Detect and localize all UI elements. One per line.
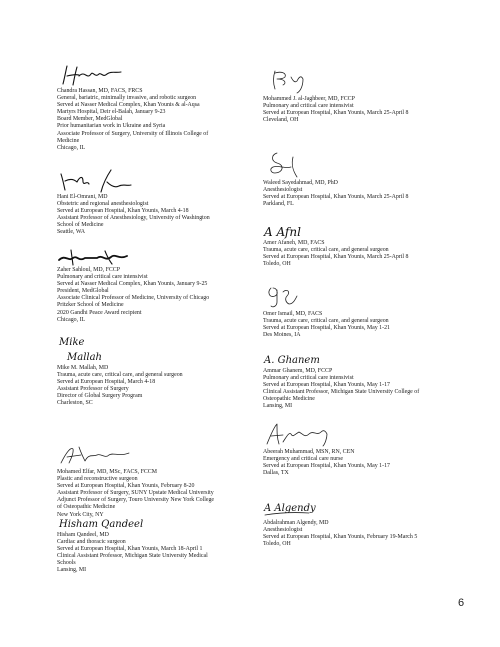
signatory-detail-line: School of Medicine	[57, 222, 104, 229]
signatory-name: Zaher Sahloul, MD, FCCP	[57, 267, 120, 273]
signature-image	[57, 333, 279, 365]
signatory-detail-line: Martyrs Hospital, Deir el-Balah, January 9-23	[57, 109, 166, 116]
signatory-location: Chicago, IL	[57, 316, 86, 323]
signatory-entry	[57, 64, 279, 152]
signatory-location: Toledo, OH	[263, 261, 291, 268]
signatory-location: Parkland, FL	[263, 201, 294, 208]
signatory-entry	[57, 443, 279, 519]
signatory-location: Des Moines, IA	[263, 332, 301, 339]
signature-image	[263, 496, 485, 520]
signatory-details	[263, 311, 485, 339]
signature-image	[263, 282, 485, 311]
signatory-detail-line: Assistant Professor of Anesthesiology, University of Washington	[57, 215, 210, 222]
signatory-detail-line: Assistant Professor of Surgery, SUNY Upstate Medical University	[57, 490, 214, 497]
signatory-specialty: General, bariatric, minimally invasive, and robotic surgeon	[57, 95, 197, 102]
signatory-location: Toledo, OH	[263, 541, 291, 548]
signatory-specialty: Trauma, acute care, critical care, and general surgeon	[263, 247, 389, 254]
signature-image	[57, 248, 279, 267]
signatory-detail-line: of Osteopathic Medicine	[57, 504, 116, 511]
signatory-name: Amer Afaneh, MD, FACS	[263, 240, 325, 246]
signatory-detail-line: 2020 Gandhi Peace Award recipient	[57, 309, 142, 316]
signature-image	[263, 351, 485, 368]
signatory-detail-line: President, MedGlobal	[57, 288, 109, 295]
signatory-details	[263, 368, 485, 411]
signatory-details	[57, 88, 279, 152]
signatory-name: Omer Ismail, MD, FACS	[263, 311, 323, 317]
signatory-location: Seattle, WA	[57, 229, 86, 236]
signatory-name: Chandra Hassan, MD, FACS, FRCS	[57, 88, 143, 94]
signatory-specialty: Cardiac and thoracic surgeon	[57, 539, 126, 546]
signature-image	[263, 67, 485, 96]
signature-image	[263, 422, 485, 449]
signatory-entry	[263, 351, 485, 411]
signatory-name: Abeerah Muhammad, MSN, RN, CEN	[263, 449, 355, 455]
signatory-specialty: Trauma, acute care, critical care, and general surgeon	[57, 372, 183, 379]
signatory-detail-line: Associate Professor of Surgery, University of Illinois College of	[57, 130, 209, 137]
svg-text:Mike: Mike	[59, 337, 85, 348]
signatory-detail-line: Assistant Professor of Surgery	[57, 386, 129, 393]
svg-text:A Algendy: A Algendy	[264, 503, 316, 514]
signatory-detail-line: Medicine	[57, 137, 80, 144]
signatory-details	[57, 469, 279, 519]
signatory-service: Served at European Hospital, Khan Younis, February 8-20	[57, 483, 195, 490]
signatory-location: Cleveland, OH	[263, 117, 299, 124]
signatory-details	[57, 365, 279, 408]
svg-text:A. Ghanem: A. Ghanem	[264, 355, 320, 366]
svg-text:Mallah: Mallah	[67, 352, 102, 363]
signatory-specialty: Pulmonary and critical care intensivist	[263, 103, 354, 110]
signatory-entry	[57, 333, 279, 408]
signatory-detail-line: Board Member, MedGlobal	[57, 116, 123, 123]
svg-text:A Afnl: A Afnl	[264, 225, 301, 239]
signatory-service: Served at European Hospital, Khan Younis, March 25-April 8	[263, 254, 409, 261]
signatory-entry	[57, 515, 279, 575]
signatory-detail-line: Adjunct Professor of Surgery, Touro University New York College	[57, 497, 215, 504]
signatory-detail-line: Associate Clinical Professor of Medicine, University of Chicago	[57, 295, 210, 302]
signature-image	[57, 64, 279, 88]
signatory-name: Hisham Qandeel, MD	[57, 532, 109, 538]
signatory-detail-line: Pritzker School of Medicine	[57, 302, 124, 309]
signatory-entry	[263, 222, 485, 268]
signatory-service: Served at European Hospital, March 4-18	[57, 379, 156, 386]
signatory-specialty: Pulmonary and critical care intensivist	[263, 375, 354, 382]
signatory-location: Chicago, IL	[57, 144, 86, 151]
signatory-entry	[263, 67, 485, 124]
signatory-specialty: Anesthesiologist	[263, 527, 303, 534]
signatory-service: Served at Nasser Medical Complex, Khan Younis & al-Aqsa	[57, 102, 200, 109]
signatory-specialty: Pulmonary and critical care intensivist	[57, 274, 148, 281]
signatory-location: Lansing, MI	[57, 567, 87, 574]
signatory-entry	[263, 151, 485, 208]
signatory-specialty: Emergency and critical care nurse	[263, 456, 344, 463]
signatory-specialty: Trauma, acute care, critical care, and general surgeon	[263, 318, 389, 325]
signatory-location: Charleston, SC	[57, 400, 93, 407]
page-number: 6	[458, 597, 465, 609]
signatory-details	[57, 194, 279, 237]
signatory-name: Waleed Sayedahmad, MD, PhD	[263, 180, 338, 186]
signature-image	[57, 168, 279, 194]
signatory-details	[263, 180, 485, 208]
signatory-name: Mohammed J. al-Jaghbeer, MD, FCCP	[263, 96, 355, 102]
signatory-name: Mohamed Elfar, MD, MSc, FACS, FCCM	[57, 469, 157, 475]
signatory-specialty: Obstetric and regional anesthesiologist	[57, 201, 149, 208]
signatory-name: Mike M. Mallah, MD	[57, 365, 109, 371]
signature-image	[57, 515, 279, 532]
signatory-entry	[263, 422, 485, 477]
signatory-name: Hani El-Omrani, MD	[57, 194, 108, 200]
signatory-detail-line: Prior humanitarian work in Ukraine and Syria	[57, 123, 166, 130]
signatory-service: Served at European Hospital, Khan Younis, May 1-17	[263, 382, 390, 389]
signature-image	[57, 443, 279, 469]
signatory-service: Served at European Hospital, Khan Younis, March 4-18	[57, 208, 189, 215]
signatory-name: Abdalrahman Algendy, MD	[263, 520, 329, 526]
signature-image	[263, 151, 485, 180]
signatory-entry	[263, 282, 485, 339]
signatory-entry	[57, 168, 279, 237]
signatory-name: Ammar Ghanem, MD, FCCP	[263, 368, 333, 374]
signatory-details	[263, 96, 485, 124]
signatory-service: Served at European Hospital, Khan Younis, May 1-17	[263, 463, 390, 470]
signatory-details	[263, 240, 485, 268]
signatory-detail-line: Clinical Assistant Professor, Michigan State University Medical	[57, 553, 208, 560]
signature-image	[263, 222, 485, 240]
signatory-detail-line: Osteopathic Medicine	[263, 396, 315, 403]
signatory-detail-line: Director of Global Surgery Program	[57, 393, 143, 400]
signatory-service: Served at European Hospital, Khan Younis, March 18-April 1	[57, 546, 203, 553]
signatory-detail-line: Clinical Assistant Professor, Michigan State University College of	[263, 389, 420, 396]
signatory-service: Served at European Hospital, Khan Younis, March 25-April 8	[263, 194, 409, 201]
signatory-service: Served at Nasser Medical Complex, Khan Younis, January 9-25	[57, 281, 208, 288]
signatory-details	[57, 267, 279, 324]
signatory-detail-line: Schools	[57, 560, 76, 567]
signatory-service: Served at European Hospital, Khan Younis, May 1-21	[263, 325, 390, 332]
signatory-entry	[263, 496, 485, 548]
signatory-location: New York City, NY	[57, 511, 104, 518]
signatory-details	[263, 449, 485, 477]
signatory-details	[57, 532, 279, 575]
svg-text:Hisham Qandeel: Hisham Qandeel	[59, 519, 144, 530]
signatory-entry	[57, 248, 279, 324]
signatory-specialty: Plastic and reconstructive surgeon	[57, 476, 138, 483]
signatory-service: Served at European Hospital, Khan Younis, February 19-March 5	[263, 534, 418, 541]
signatory-location: Dallas, TX	[263, 470, 289, 477]
signatory-details	[263, 520, 485, 548]
signatory-service: Served at European Hospital, Khan Younis, March 25-April 8	[263, 110, 409, 117]
signatory-location: Lansing, MI	[263, 403, 293, 410]
signatory-specialty: Anesthesiologist	[263, 187, 303, 194]
